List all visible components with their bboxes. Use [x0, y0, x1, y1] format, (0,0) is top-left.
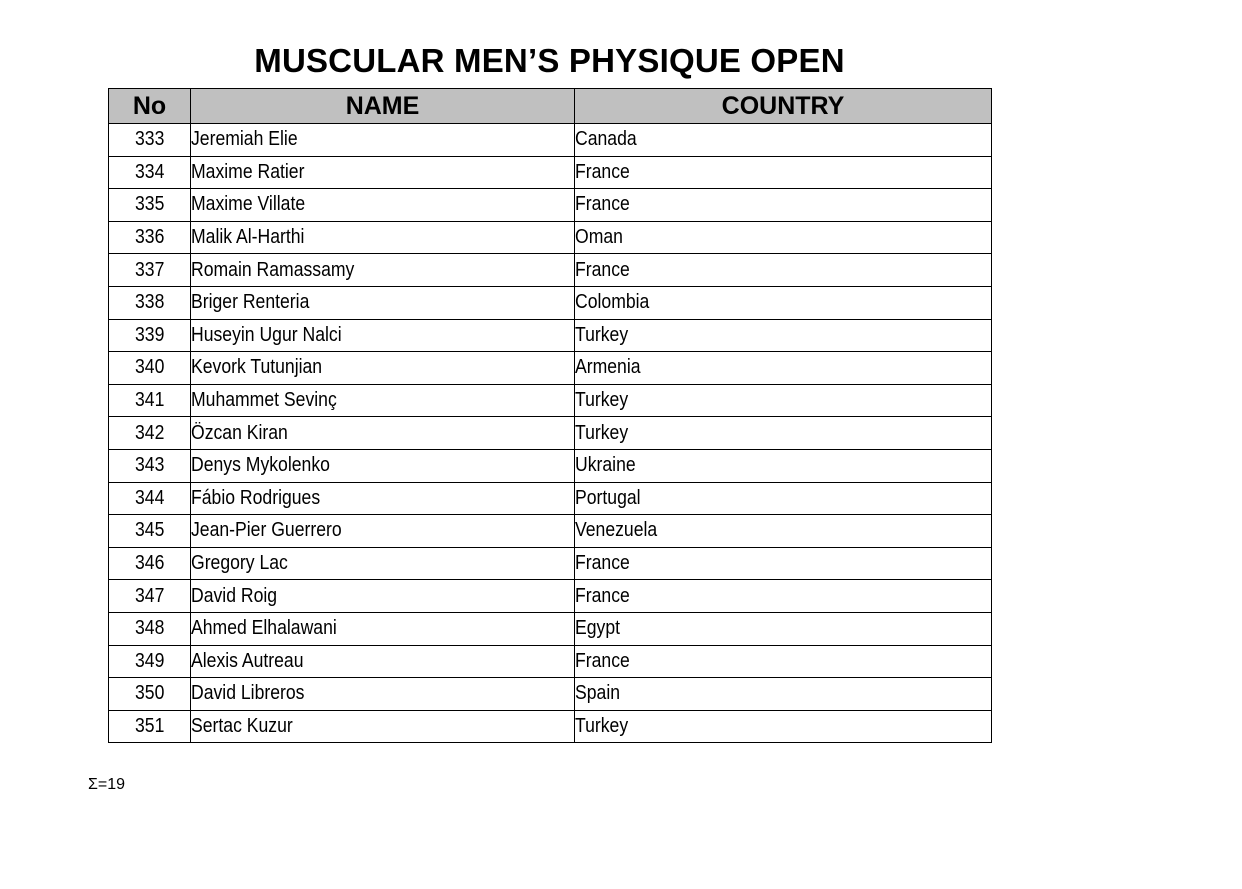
competitor-country: Turkey: [575, 323, 629, 346]
competitor-number: 337: [134, 258, 165, 281]
competitor-name-cell: [191, 221, 575, 254]
competitor-country: Turkey: [575, 421, 629, 444]
competitor-country: Armenia: [575, 356, 641, 379]
competitor-country-cell: [575, 482, 992, 515]
competitor-name: Romain Ramassamy: [191, 258, 355, 281]
competitor-country-cell: [575, 124, 992, 157]
table-row: [109, 515, 992, 548]
competitor-name: Özcan Kiran: [191, 421, 288, 444]
competitor-country-cell: [575, 319, 992, 352]
competitor-country-cell: [575, 156, 992, 189]
competitor-name-cell: [191, 678, 575, 711]
table-row: [109, 580, 992, 613]
competitor-name: Maxime Ratier: [191, 160, 305, 183]
table-body: [109, 124, 992, 743]
competitor-number-cell: [109, 156, 191, 189]
competitor-number-cell: [109, 547, 191, 580]
competitor-country-cell: [575, 221, 992, 254]
competitor-name-cell: [191, 645, 575, 678]
table-row: [109, 645, 992, 678]
competitor-table: [108, 88, 992, 743]
competitor-number-cell: [109, 710, 191, 743]
competitor-country: Oman: [575, 226, 623, 249]
competitor-number: 348: [134, 617, 165, 640]
competitor-number-cell: [109, 124, 191, 157]
competitor-country-cell: [575, 384, 992, 417]
table-row: [109, 286, 992, 319]
competitor-name-cell: [191, 612, 575, 645]
competitor-number: 342: [134, 421, 165, 444]
competitor-number-cell: [109, 678, 191, 711]
competitor-country-cell: [575, 254, 992, 287]
competitor-number: 351: [134, 714, 165, 737]
competitor-number: 336: [134, 226, 165, 249]
competitor-country-cell: [575, 547, 992, 580]
competitor-number: 344: [134, 486, 165, 509]
competitor-country: Portugal: [575, 486, 641, 509]
competitor-name: Ahmed Elhalawani: [191, 617, 337, 640]
competitor-number: 349: [134, 649, 165, 672]
competitor-number: 347: [134, 584, 165, 607]
table-row: [109, 612, 992, 645]
competitor-number-cell: [109, 384, 191, 417]
table-row: [109, 449, 992, 482]
competitor-name-cell: [191, 124, 575, 157]
table-row: [109, 254, 992, 287]
competitor-name: Gregory Lac: [191, 552, 288, 575]
competitor-country-cell: [575, 352, 992, 385]
competitor-country: France: [575, 193, 630, 216]
competitor-number-cell: [109, 417, 191, 450]
competitor-country-cell: [575, 580, 992, 613]
competitor-name: Muhammet Sevinç: [191, 389, 337, 412]
total-count: Σ=19: [88, 776, 126, 793]
competitor-country: Canada: [575, 128, 637, 151]
competitor-name-cell: [191, 417, 575, 450]
competitor-number: 335: [134, 193, 165, 216]
competitor-name: Jeremiah Elie: [191, 128, 298, 151]
competitor-number: 341: [134, 389, 165, 412]
competitor-name: Jean-Pier Guerrero: [191, 519, 342, 542]
column-header-country: COUNTRY: [575, 89, 992, 124]
competitor-country: France: [575, 552, 630, 575]
competitor-country: France: [575, 649, 630, 672]
competitor-name: Huseyin Ugur Nalci: [191, 323, 342, 346]
competitor-country-cell: [575, 449, 992, 482]
competitor-name: Denys Mykolenko: [191, 454, 330, 477]
competitor-name-cell: [191, 710, 575, 743]
competitor-country: Spain: [575, 682, 621, 705]
competitor-number: 333: [134, 128, 165, 151]
competitor-name-cell: [191, 352, 575, 385]
competitor-number: 346: [134, 552, 165, 575]
competitor-name-cell: [191, 319, 575, 352]
competitor-country: Venezuela: [575, 519, 658, 542]
competitor-number-cell: [109, 482, 191, 515]
competitor-number-cell: [109, 254, 191, 287]
competitor-number-cell: [109, 189, 191, 222]
competitor-country: Ukraine: [575, 454, 636, 477]
competitor-country: France: [575, 258, 630, 281]
competitor-name-cell: [191, 482, 575, 515]
competitor-name: Maxime Villate: [191, 193, 306, 216]
competitor-name: David Libreros: [191, 682, 305, 705]
competitor-number: 340: [134, 356, 165, 379]
table-row: [109, 547, 992, 580]
competitor-name-cell: [191, 189, 575, 222]
competitor-name: Malik Al-Harthi: [191, 226, 305, 249]
competitor-number: 343: [134, 454, 165, 477]
table-row: [109, 156, 992, 189]
table-header-row: [109, 89, 992, 124]
table-row: [109, 352, 992, 385]
competitor-number-cell: [109, 286, 191, 319]
competitor-number: 345: [134, 519, 165, 542]
table-row: [109, 482, 992, 515]
competitor-name-cell: [191, 286, 575, 319]
table-row: [109, 678, 992, 711]
column-header-name: NAME: [191, 89, 575, 124]
competitor-number: 350: [134, 682, 165, 705]
competitor-number-cell: [109, 352, 191, 385]
table-row: [109, 189, 992, 222]
competitor-country: Turkey: [575, 389, 629, 412]
competitor-name: Alexis Autreau: [191, 649, 304, 672]
competitor-country: Egypt: [575, 617, 621, 640]
competitor-country-cell: [575, 417, 992, 450]
table-row: [109, 417, 992, 450]
competitor-name-cell: [191, 384, 575, 417]
competitor-country-cell: [575, 645, 992, 678]
table-row: [109, 384, 992, 417]
table-row: [109, 221, 992, 254]
competitor-number: 334: [134, 160, 165, 183]
competitor-number: 339: [134, 323, 165, 346]
competitor-number-cell: [109, 319, 191, 352]
column-header-no: No: [109, 89, 191, 124]
competitor-number-cell: [109, 515, 191, 548]
page-title: MUSCULAR MEN’S PHYSIQUE OPEN: [254, 42, 845, 79]
competitor-name-cell: [191, 156, 575, 189]
competitor-number-cell: [109, 221, 191, 254]
competitor-country: France: [575, 584, 630, 607]
competitor-country-cell: [575, 612, 992, 645]
competitor-name: David Roig: [191, 584, 278, 607]
competitor-number-cell: [109, 449, 191, 482]
competitor-name: Kevork Tutunjian: [191, 356, 323, 379]
competitor-number: 338: [134, 291, 165, 314]
competitor-country: France: [575, 160, 630, 183]
competitor-country-cell: [575, 515, 992, 548]
competitor-name-cell: [191, 580, 575, 613]
competitor-name: Briger Renteria: [191, 291, 310, 314]
competitor-country-cell: [575, 710, 992, 743]
table-row: [109, 710, 992, 743]
competitor-name-cell: [191, 515, 575, 548]
competitor-country-cell: [575, 189, 992, 222]
table-row: [109, 124, 992, 157]
competitor-country-cell: [575, 678, 992, 711]
competitor-name-cell: [191, 254, 575, 287]
table-row: [109, 319, 992, 352]
competitor-number-cell: [109, 612, 191, 645]
competitor-country-cell: [575, 286, 992, 319]
competitor-country: Colombia: [575, 291, 650, 314]
competitor-number-cell: [109, 645, 191, 678]
competitor-country: Turkey: [575, 714, 629, 737]
competitor-name-cell: [191, 547, 575, 580]
competitor-name-cell: [191, 449, 575, 482]
competitor-name: Sertac Kuzur: [191, 714, 293, 737]
competitor-number-cell: [109, 580, 191, 613]
competitor-name: Fábio Rodrigues: [191, 486, 321, 509]
